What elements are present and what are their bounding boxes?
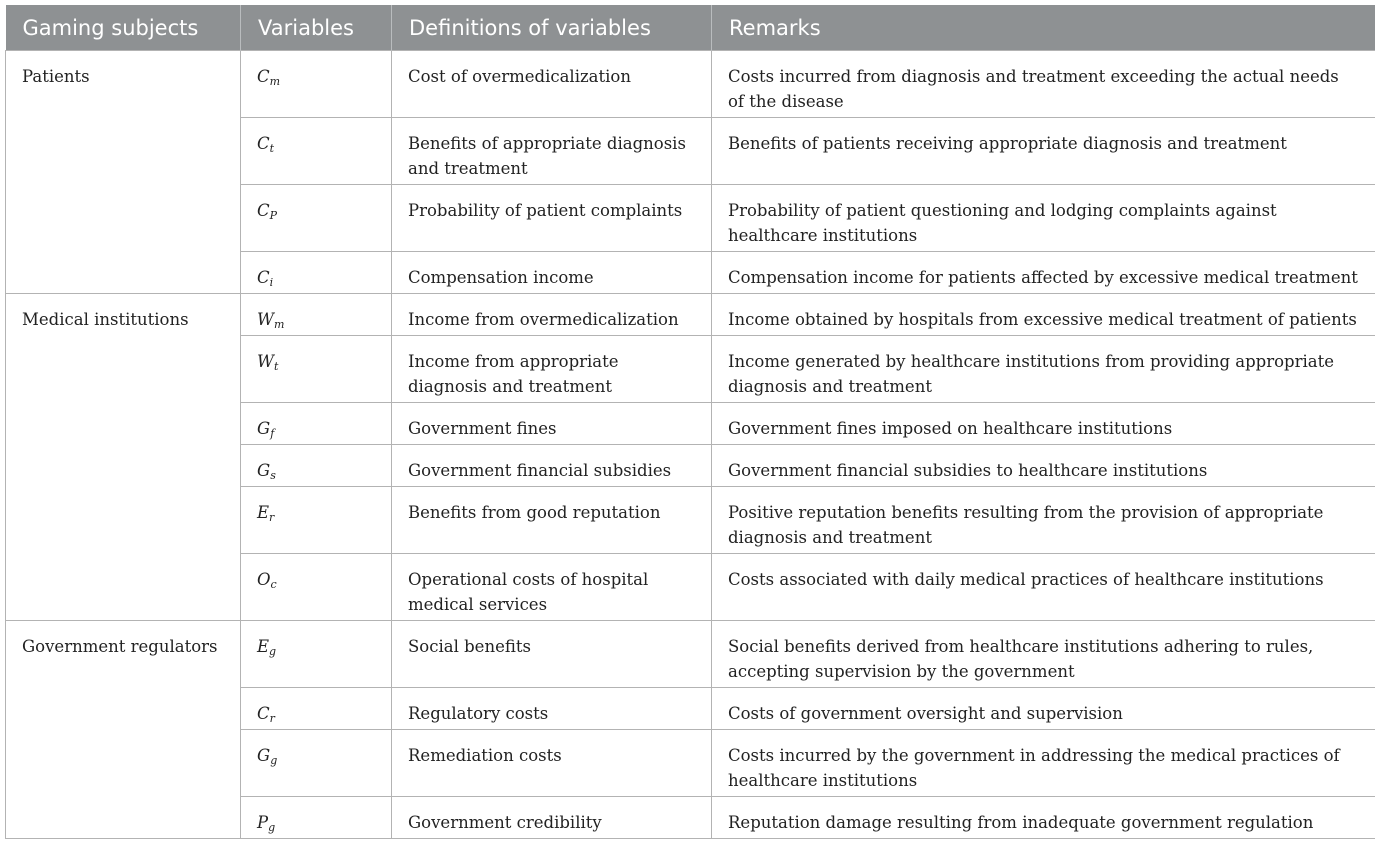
table-body (6, 51, 1375, 839)
header-remarks: Remarks (712, 5, 1375, 51)
variables-table (5, 5, 1375, 839)
definition-cell: Government credibility (392, 797, 712, 839)
remark-cell: Costs incurred from diagnosis and treatment exceeding the actual needs of the disease (712, 51, 1375, 118)
definition-cell: Government financial subsidies (392, 445, 712, 487)
remark-cell: Costs incurred by the government in addressing the medical practices of healthcare institutions (712, 730, 1375, 797)
definition-cell: Operational costs of hospital medical services (392, 554, 712, 621)
variable-cell: $E_r$ (241, 487, 392, 554)
table-row (6, 621, 1375, 688)
variable-cell: $G_g$ (241, 730, 392, 797)
subject-cell: Government regulators (6, 621, 241, 839)
subject-cell: Medical institutions (6, 294, 241, 621)
definition-cell: Compensation income (392, 252, 712, 294)
remark-cell: Compensation income for patients affected by excessive medical treatment (712, 252, 1375, 294)
variable-cell: $C_m$ (241, 51, 392, 118)
remark-cell: Government fines imposed on healthcare institutions (712, 403, 1375, 445)
variable-cell: $W_m$ (241, 294, 392, 336)
header-gaming-subjects: Gaming subjects (6, 5, 241, 51)
remark-cell: Social benefits derived from healthcare institutions adhering to rules, accepting supervision by the government (712, 621, 1375, 688)
header-definitions: Definitions of variables (392, 5, 712, 51)
definition-cell: Social benefits (392, 621, 712, 688)
definition-cell: Cost of overmedicalization (392, 51, 712, 118)
definition-cell: Government fines (392, 403, 712, 445)
remark-cell: Income obtained by hospitals from excessive medical treatment of patients (712, 294, 1375, 336)
subject-cell: Patients (6, 51, 241, 294)
variable-cell: $E_g$ (241, 621, 392, 688)
table-row (6, 294, 1375, 336)
remark-cell: Costs of government oversight and supervision (712, 688, 1375, 730)
definition-cell: Remediation costs (392, 730, 712, 797)
remark-cell: Costs associated with daily medical practices of healthcare institutions (712, 554, 1375, 621)
variable-cell: $W_t$ (241, 336, 392, 403)
variable-cell: $O_c$ (241, 554, 392, 621)
definition-cell: Probability of patient complaints (392, 185, 712, 252)
variable-cell: $C_t$ (241, 118, 392, 185)
remark-cell: Income generated by healthcare institutions from providing appropriate diagnosis and treatment (712, 336, 1375, 403)
header-variables: Variables (241, 5, 392, 51)
variable-cell: $G_s$ (241, 445, 392, 487)
variable-cell: $C_P$ (241, 185, 392, 252)
definition-cell: Benefits from good reputation (392, 487, 712, 554)
remark-cell: Benefits of patients receiving appropriate diagnosis and treatment (712, 118, 1375, 185)
definition-cell: Benefits of appropriate diagnosis and treatment (392, 118, 712, 185)
remark-cell: Probability of patient questioning and lodging complaints against healthcare institutions (712, 185, 1375, 252)
definition-cell: Income from appropriate diagnosis and treatment (392, 336, 712, 403)
header-row (6, 5, 1375, 51)
variable-cell: $C_r$ (241, 688, 392, 730)
remark-cell: Reputation damage resulting from inadequate government regulation (712, 797, 1375, 839)
definition-cell: Regulatory costs (392, 688, 712, 730)
variable-cell: $G_f$ (241, 403, 392, 445)
table-header (6, 5, 1375, 51)
remark-cell: Positive reputation benefits resulting from the provision of appropriate diagnosis and treatment (712, 487, 1375, 554)
definition-cell: Income from overmedicalization (392, 294, 712, 336)
variable-cell: $P_g$ (241, 797, 392, 839)
table-row (6, 51, 1375, 118)
variable-cell: $C_i$ (241, 252, 392, 294)
remark-cell: Government financial subsidies to healthcare institutions (712, 445, 1375, 487)
